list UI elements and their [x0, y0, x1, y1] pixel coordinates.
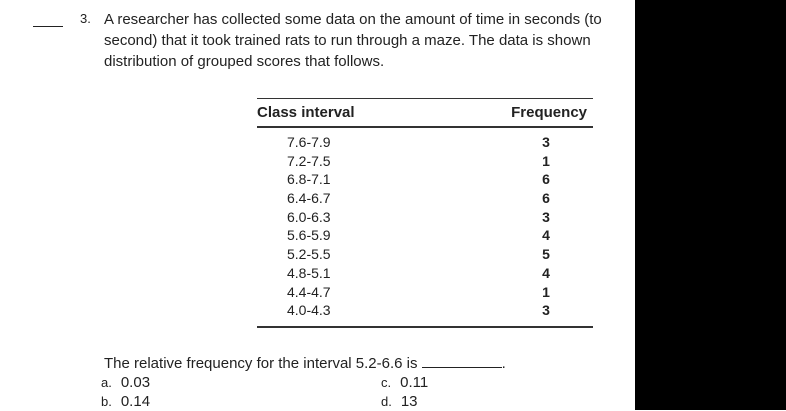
choice-letter: c.: [381, 375, 392, 390]
choice-d[interactable]: [381, 393, 418, 411]
row-frequency: 1: [542, 152, 550, 169]
table-row: [257, 245, 593, 264]
row-interval: 4.4-4.7: [287, 283, 331, 300]
header-class-interval: Class interval: [257, 104, 355, 121]
row-frequency: 6: [542, 190, 550, 207]
row-interval: 5.2-5.5: [287, 246, 331, 263]
table-row: [257, 301, 593, 320]
table-row: [257, 152, 593, 171]
prompt-end: .: [501, 355, 506, 372]
fill-in-blank: [422, 353, 502, 368]
table-row: [257, 283, 593, 302]
table-row: [257, 208, 593, 227]
row-frequency: 4: [542, 264, 550, 281]
row-interval: 7.6-7.9: [287, 134, 331, 150]
row-interval: 6.0-6.3: [287, 208, 331, 225]
table-row: [257, 170, 593, 189]
row-frequency: 6: [542, 171, 550, 188]
row-interval: 6.8-7.1: [287, 171, 331, 188]
choice-b[interactable]: [101, 393, 150, 411]
row-interval: 4.0-4.3: [287, 302, 331, 319]
table-body: [257, 128, 593, 328]
table-row: [257, 264, 593, 283]
table-row: [257, 226, 593, 245]
row-interval: 5.6-5.9: [287, 227, 331, 244]
choice-value: 0.14: [120, 393, 151, 410]
question-line-2: second) that it took trained rats to run through a maze. The data is shown: [104, 32, 591, 49]
question-line-3: distribution of grouped scores that follows.: [104, 53, 385, 70]
row-frequency: 3: [542, 134, 550, 150]
question-line-1: A researcher has collected some data on the amount of time in seconds (to: [104, 11, 602, 28]
choice-letter: a.: [101, 375, 112, 390]
question-number: 3.: [80, 11, 91, 26]
question-prompt: [104, 353, 506, 373]
choice-letter: d.: [381, 394, 392, 409]
row-interval: 6.4-6.7: [287, 190, 331, 207]
row-interval: 7.2-7.5: [287, 152, 331, 169]
header-frequency: Frequency: [511, 104, 587, 121]
choice-a[interactable]: [101, 374, 150, 392]
table-row: [257, 189, 593, 208]
question-text: [104, 9, 664, 72]
row-frequency: 3: [542, 302, 550, 319]
row-frequency: 1: [542, 283, 550, 300]
black-overlay-panel: [635, 0, 786, 410]
table-header: [257, 99, 593, 128]
table-row: [257, 133, 593, 152]
choice-value: 0.11: [400, 374, 429, 391]
row-frequency: 5: [542, 246, 550, 263]
row-frequency: 4: [542, 227, 550, 244]
choice-c[interactable]: [381, 374, 428, 392]
row-frequency: 3: [542, 208, 550, 225]
choice-letter: b.: [101, 394, 112, 409]
choice-value: 13: [400, 393, 418, 410]
frequency-table: [257, 98, 593, 328]
prompt-text: The relative frequency for the interval 5.2-6.6 is: [104, 355, 418, 372]
row-interval: 4.8-5.1: [287, 264, 331, 281]
answer-line: [33, 26, 63, 27]
choice-value: 0.03: [120, 374, 151, 391]
